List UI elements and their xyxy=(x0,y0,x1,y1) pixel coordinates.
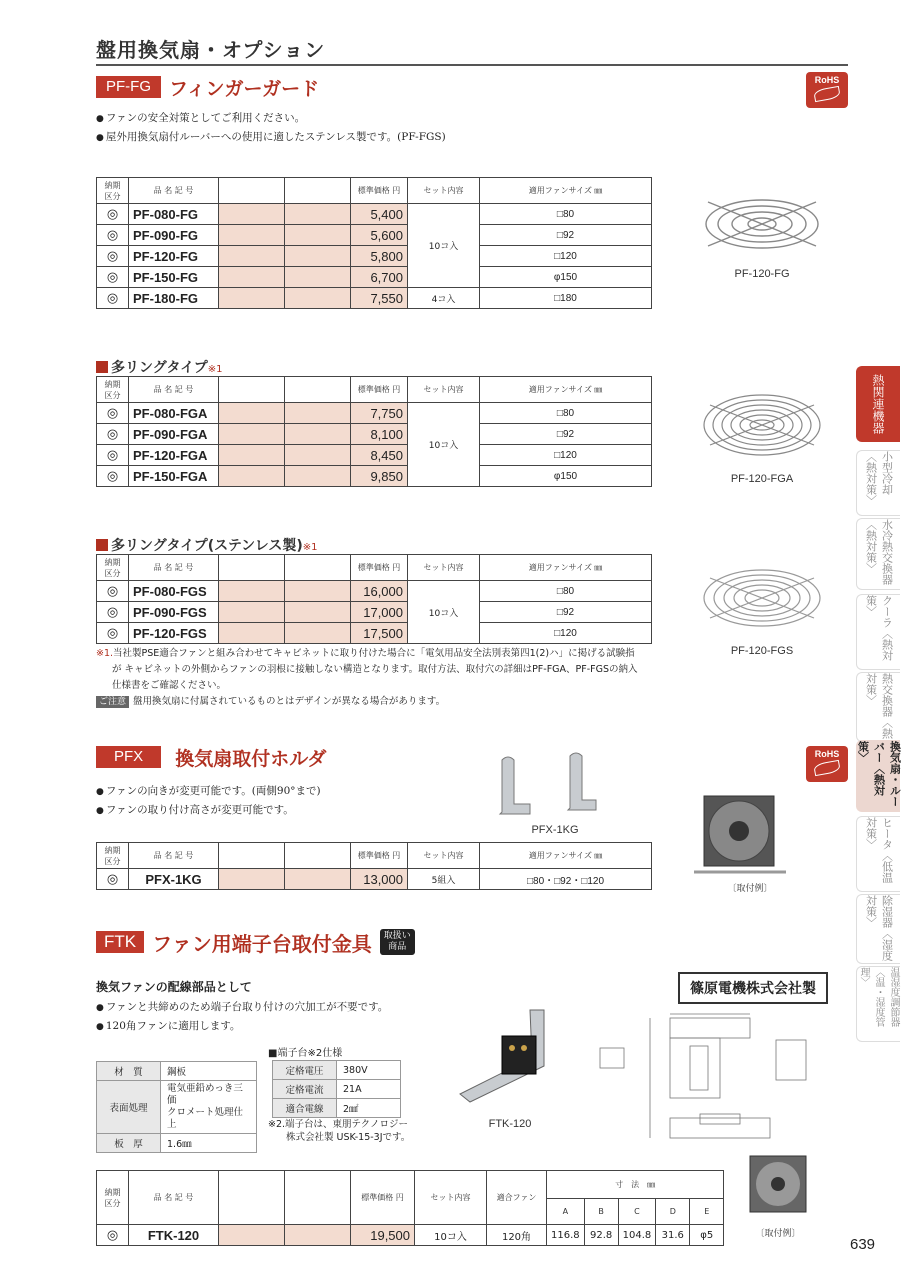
ftk-example-image xyxy=(742,1150,812,1218)
leaf-icon xyxy=(813,86,841,102)
footnote-1: ※1.当社製PSE適合ファンと組み合わせてキャビネットに取り付けた場合に「電気用品安全法別表第四1(2)ハ」に掲げる試験指 が キャビネットの外側からファンの羽根に接触しない構造となります。取付方法、取付穴の詳細はPF-FGA、PF-FGSの納入 仕様書をご確認ください。 xyxy=(96,648,638,691)
table-row: ◎ PF-120-FGS 17,500 □120 xyxy=(97,623,652,644)
company-label: 篠原電機株式会社製 xyxy=(678,972,828,1004)
page-number: 639 xyxy=(850,1236,876,1253)
caution-note: ご注意 盤用換気扇に付属されているものとはデザインが異なる場合があります。 xyxy=(96,694,445,710)
handling-badge: 取扱い 商品 xyxy=(380,929,415,955)
pfx-example-caption: 〔取付例〕 xyxy=(727,883,773,893)
section-ftk-header: FTK ファン用端子台取付金具 取扱い 商品 xyxy=(96,930,415,954)
sidebar-tab[interactable]: 除湿器〈湿度対策〉 xyxy=(856,894,900,964)
footnote-2: ※2.端子台は、東朋テクノロジー 株式会社製 USK-15-3Jです。 xyxy=(268,1119,411,1143)
fgs-heading: 多リングタイプ(ステンレス製)※1 xyxy=(96,535,318,555)
rohs-badge: RoHS xyxy=(806,746,848,782)
table-row: ◎ PF-090-FGA 8,100 □92 xyxy=(97,424,652,445)
pfx-bullets: ● ファンの向きが変更可能です。(両側90°まで) ● ファンの取り付け高さが変更可能です。 xyxy=(96,782,321,820)
terminal-table: 定格電圧 380V 定格電流 21A 適合電線 2㎟ xyxy=(272,1060,401,1118)
ftk-dimension-drawing xyxy=(580,1010,830,1160)
sidebar-tab[interactable]: 温湿度調節器〈温・湿度管理〉 xyxy=(856,966,900,1042)
section-pffg-header xyxy=(96,75,319,99)
header-price: 標準価格 円 xyxy=(351,178,408,204)
table-row: ◎ PF-120-FG 5,800 □120 xyxy=(97,246,652,267)
fga-heading: 多リングタイプ※1 xyxy=(96,357,223,377)
section-pfx-header: PFX 換気扇取付ホルダ xyxy=(96,745,326,769)
header-size: 適用ファンサイズ ㎜ xyxy=(480,178,652,204)
sidebar-tab[interactable]: クーラ〈熱対策〉 xyxy=(856,594,900,670)
rohs-label: RoHS xyxy=(814,75,840,85)
material-table: 材 質 鋼板 表面処理 電気亜鉛めっき三価 クロメート処理仕上 板 厚 1.6㎜ xyxy=(96,1061,257,1153)
table-row: ◎ PF-180-FG 7,550 4コ入 □180 xyxy=(97,288,652,309)
sidebar-tab[interactable]: 熱関連機器 xyxy=(856,366,900,442)
table-row: ◎ PF-090-FGS 17,000 □92 xyxy=(97,602,652,623)
ftk-bullets: ● ファンと共締めのため端子台取り付けの穴加工が不要です。 ● 120角ファンに適用します。 xyxy=(96,998,388,1036)
header-name: 品 名 記 号 xyxy=(129,178,219,204)
table-row: ◎ PFX-1KG 13,000 5組入 □80・□92・□120 xyxy=(97,869,652,890)
bullet: ● ファンの安全対策としてご利用ください。 xyxy=(96,109,446,128)
pfx-table: 納期 区分 品 名 記 号 標準価格 円 セット内容 適用ファンサイズ ㎜ ◎ PFX-1KG 13,000 5組入 □80・□92・□120 xyxy=(96,842,652,890)
title-divider xyxy=(96,64,848,66)
sidebar-tab[interactable]: 熱交換器〈熱対策〉 xyxy=(856,672,900,742)
table-row: ◎ PF-150-FGA 9,850 φ150 xyxy=(97,466,652,487)
fgs-table: 納期 区分 品 名 記 号 標準価格 円 セット内容 適用ファンサイズ ㎜ ◎ PF-080-FGS 16,000 10コ入 □80 ◎ PF-090-FGS 17,000 □92 ◎ PF-120-FGS 17,500 □120 xyxy=(96,554,652,644)
table-row: ◎ PF-080-FGS 16,000 10コ入 □80 xyxy=(97,581,652,602)
page-title: 盤用換気扇・オプション xyxy=(96,38,326,62)
sidebar-tab[interactable]: ヒータ〈低温対策〉 xyxy=(856,816,900,892)
table-row: ◎ FTK-120 19,500 10コ入 120角 116.8 92.8 104.8 31.6 φ5 xyxy=(97,1225,724,1246)
rohs-badge xyxy=(806,72,848,108)
terminal-title: ■端子台※2仕様 xyxy=(268,1048,343,1059)
section-name: フィンガーガード xyxy=(169,77,320,100)
sidebar-tab[interactable]: 水冷熱交換器〈熱対策〉 xyxy=(856,518,900,590)
fga-table: 納期 区分 品 名 記 号 標準価格 円 セット内容 適用ファンサイズ ㎜ ◎ PF-080-FGA 7,750 10コ入 □80 ◎ PF-090-FGA 8,100 □92 ◎ PF-120-FGA 8,450 □120 ◎ PF-150-FGA 9,850 φ150 xyxy=(96,376,652,487)
finger-guard-fgs-image xyxy=(700,560,824,640)
pfx-example-image xyxy=(690,790,790,880)
ftk-caption: FTK-120 xyxy=(488,1118,532,1130)
finger-guard-image xyxy=(700,188,824,260)
ftk-subtitle: 換気ファンの配線部品として xyxy=(96,980,252,994)
header-set: セット内容 xyxy=(408,178,480,204)
table-row: ◎ PF-120-FGA 8,450 □120 xyxy=(97,445,652,466)
table-row: ◎ PF-090-FG 5,600 □92 xyxy=(97,225,652,246)
table-row: ◎ PF-080-FGA 7,750 10コ入 □80 xyxy=(97,403,652,424)
ftk-example-caption: 〔取付例〕 xyxy=(755,1228,801,1238)
pffg-bullets xyxy=(96,109,446,147)
bullet: ● 屋外用換気扇付ルーバーへの使用に適したステンレス製です。(PF-FGS) xyxy=(96,128,446,147)
fga-caption: PF-120-FGA xyxy=(730,473,794,485)
finger-guard-fga-image xyxy=(700,385,824,465)
header-lead: 納期 区分 xyxy=(97,178,129,204)
fgs-caption: PF-120-FGS xyxy=(730,645,794,657)
pfx-caption: PFX-1KG xyxy=(531,824,579,836)
ftk-table: 納期 区分 品 名 記 号 標準価格 円 セット内容 適合ファン 寸 法 ㎜ A B C D E ◎ FTK-120 19,500 10コ入 120角 116.8 92.8 104.8 31.6 φ5 xyxy=(96,1170,724,1246)
sidebar-tab[interactable]: 小型冷却〈熱対策〉 xyxy=(856,450,900,516)
table-row: ◎ PF-150-FG 6,700 φ150 xyxy=(97,267,652,288)
pfx-holder-image xyxy=(492,752,602,822)
table-row: ◎ PF-080-FG 5,400 10コ入 □80 xyxy=(97,204,652,225)
sidebar-tab[interactable]: 換気扇・ルーバー〈熱対策〉 xyxy=(856,740,900,812)
ftk-bracket-image xyxy=(440,1006,560,1116)
pffg-table xyxy=(96,177,652,309)
section-code: PF-FG xyxy=(96,76,161,98)
pffg-caption: PF-120-FG xyxy=(734,268,790,280)
